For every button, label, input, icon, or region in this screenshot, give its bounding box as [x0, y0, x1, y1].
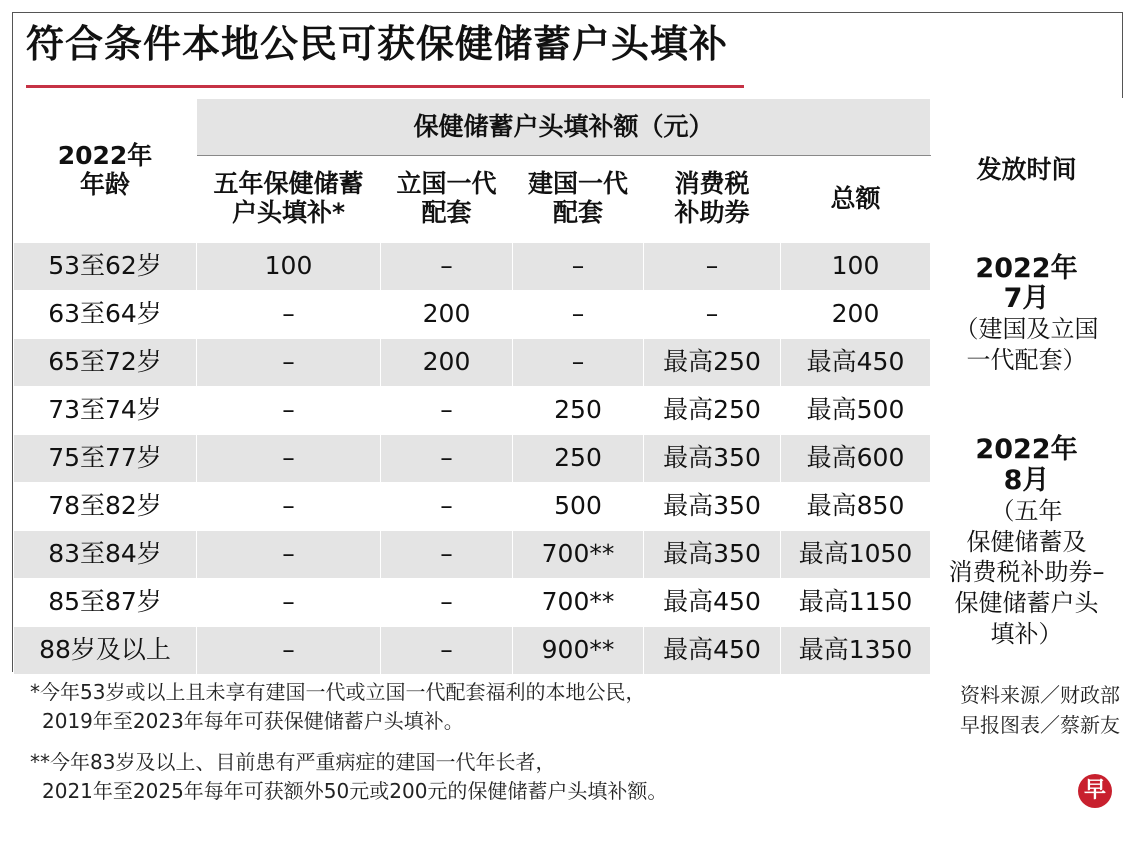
gst-voucher-cell: 最高350 — [644, 483, 781, 531]
source-credits — [960, 680, 1120, 740]
merdeka-cell: – — [381, 579, 513, 627]
graphic-credit-line: 早报图表／蔡新友 — [960, 713, 1120, 737]
merdeka-cell: – — [381, 483, 513, 531]
five-year-cell: – — [197, 339, 381, 387]
pioneer-cell: – — [513, 339, 644, 387]
gst-voucher-cell: 最高450 — [644, 627, 781, 675]
pioneer-cell: 250 — [513, 435, 644, 483]
age-cell: 78至82岁 — [14, 483, 197, 531]
col-header-line1: 消费税 — [674, 169, 750, 199]
merdeka-cell: – — [381, 435, 513, 483]
age-cell: 73至74岁 — [14, 387, 197, 435]
col-header-pioneer — [513, 156, 644, 243]
age-cell: 88岁及以上 — [14, 627, 197, 675]
five-year-cell: – — [197, 387, 381, 435]
page-title: 符合条件本地公民可获保健储蓄户头填补 — [26, 22, 729, 66]
gst-voucher-cell: 最高350 — [644, 435, 781, 483]
total-cell: 最高500 — [781, 387, 931, 435]
pioneer-cell: – — [513, 243, 644, 291]
gst-voucher-cell: 最高250 — [644, 387, 781, 435]
time-july-month: 7月 — [1003, 282, 1050, 314]
col-header-five-year — [197, 156, 381, 243]
gst-voucher-cell: – — [644, 243, 781, 291]
gst-voucher-cell: 最高350 — [644, 531, 781, 579]
subsidy-table — [13, 98, 1123, 675]
time-aug-note: 保健储蓄及 — [966, 527, 1087, 556]
five-year-cell: – — [197, 483, 381, 531]
time-aug-month: 8月 — [1003, 464, 1050, 496]
time-header: 发放时间 — [931, 99, 1123, 243]
total-cell: 100 — [781, 243, 931, 291]
group-header: 保健储蓄户头填补额（元） — [197, 99, 931, 156]
gst-voucher-cell: 最高450 — [644, 579, 781, 627]
col-header-merdeka — [381, 156, 513, 243]
time-july-cell — [931, 243, 1123, 387]
merdeka-cell: – — [381, 531, 513, 579]
pioneer-cell: 900** — [513, 627, 644, 675]
col-header-line1: 总额 — [830, 183, 881, 213]
time-aug-note: 消费税补助券– — [948, 558, 1105, 587]
footnote-2-line1: **今年83岁及以上、目前患有严重病症的建国一代年长者， — [30, 750, 556, 774]
gst-voucher-cell: – — [644, 291, 781, 339]
total-cell: 最高1150 — [781, 579, 931, 627]
time-aug-note: 填补） — [990, 619, 1063, 648]
total-cell: 最高600 — [781, 435, 931, 483]
col-header-gst-voucher — [644, 156, 781, 243]
total-cell: 最高850 — [781, 483, 931, 531]
age-cell: 85至87岁 — [14, 579, 197, 627]
zaobao-logo: 早 — [1078, 774, 1112, 808]
pioneer-cell: 250 — [513, 387, 644, 435]
table-row — [14, 243, 1123, 291]
age-cell: 75至77岁 — [14, 435, 197, 483]
pioneer-cell: – — [513, 291, 644, 339]
source-line: 资料来源／财政部 — [960, 683, 1120, 707]
col-header-line2: 户头填补* — [231, 198, 346, 227]
merdeka-cell: – — [381, 243, 513, 291]
col-header-line2: 配套 — [552, 198, 603, 227]
age-header-line2: 年龄 — [79, 169, 130, 199]
footnote-1-line1: *今年53岁或以上且未享有建国一代或立国一代配套福利的本地公民， — [30, 680, 646, 704]
age-header — [14, 99, 197, 243]
five-year-cell: – — [197, 627, 381, 675]
five-year-cell: – — [197, 435, 381, 483]
age-cell: 65至72岁 — [14, 339, 197, 387]
table-row — [14, 387, 1123, 435]
five-year-cell: – — [197, 291, 381, 339]
footnote-2-line2: 2021年至2025年每年可获额外50元或200元的保健储蓄户头填补额。 — [42, 779, 668, 803]
footnote-1-line2: 2019年至2023年每年可获保健储蓄户头填补。 — [42, 709, 464, 733]
time-aug-note: （五年 — [990, 496, 1063, 525]
time-july-note: 一代配套） — [966, 345, 1087, 374]
time-august-cell — [931, 387, 1123, 675]
col-header-line1: 立国一代 — [396, 169, 497, 199]
col-header-line2: 配套 — [421, 198, 472, 227]
five-year-cell: – — [197, 531, 381, 579]
col-header-total — [781, 156, 931, 243]
merdeka-cell: – — [381, 387, 513, 435]
five-year-cell: – — [197, 579, 381, 627]
pioneer-cell: 500 — [513, 483, 644, 531]
total-cell: 200 — [781, 291, 931, 339]
total-cell: 最高1050 — [781, 531, 931, 579]
time-aug-year: 2022年 — [975, 434, 1078, 466]
total-cell: 最高1350 — [781, 627, 931, 675]
merdeka-cell: – — [381, 627, 513, 675]
merdeka-cell: 200 — [381, 339, 513, 387]
pioneer-cell: 700** — [513, 531, 644, 579]
age-cell: 63至64岁 — [14, 291, 197, 339]
total-cell: 最高450 — [781, 339, 931, 387]
col-header-line2: 补助券 — [674, 198, 750, 227]
time-july-note: （建国及立国 — [954, 315, 1099, 344]
footnotes — [30, 678, 667, 806]
age-header-line1: 2022年 — [57, 140, 153, 170]
gst-voucher-cell: 最高250 — [644, 339, 781, 387]
col-header-line1: 五年保健储蓄 — [213, 169, 364, 199]
age-cell: 53至62岁 — [14, 243, 197, 291]
merdeka-cell: 200 — [381, 291, 513, 339]
footnote-2 — [30, 748, 667, 806]
age-cell: 83至84岁 — [14, 531, 197, 579]
col-header-line1: 建国一代 — [527, 169, 628, 199]
time-aug-note: 保健储蓄户头 — [954, 589, 1099, 618]
five-year-cell: 100 — [197, 243, 381, 291]
time-july-year: 2022年 — [975, 252, 1078, 284]
footnote-1 — [30, 678, 667, 736]
title-underline — [26, 85, 744, 88]
pioneer-cell: 700** — [513, 579, 644, 627]
